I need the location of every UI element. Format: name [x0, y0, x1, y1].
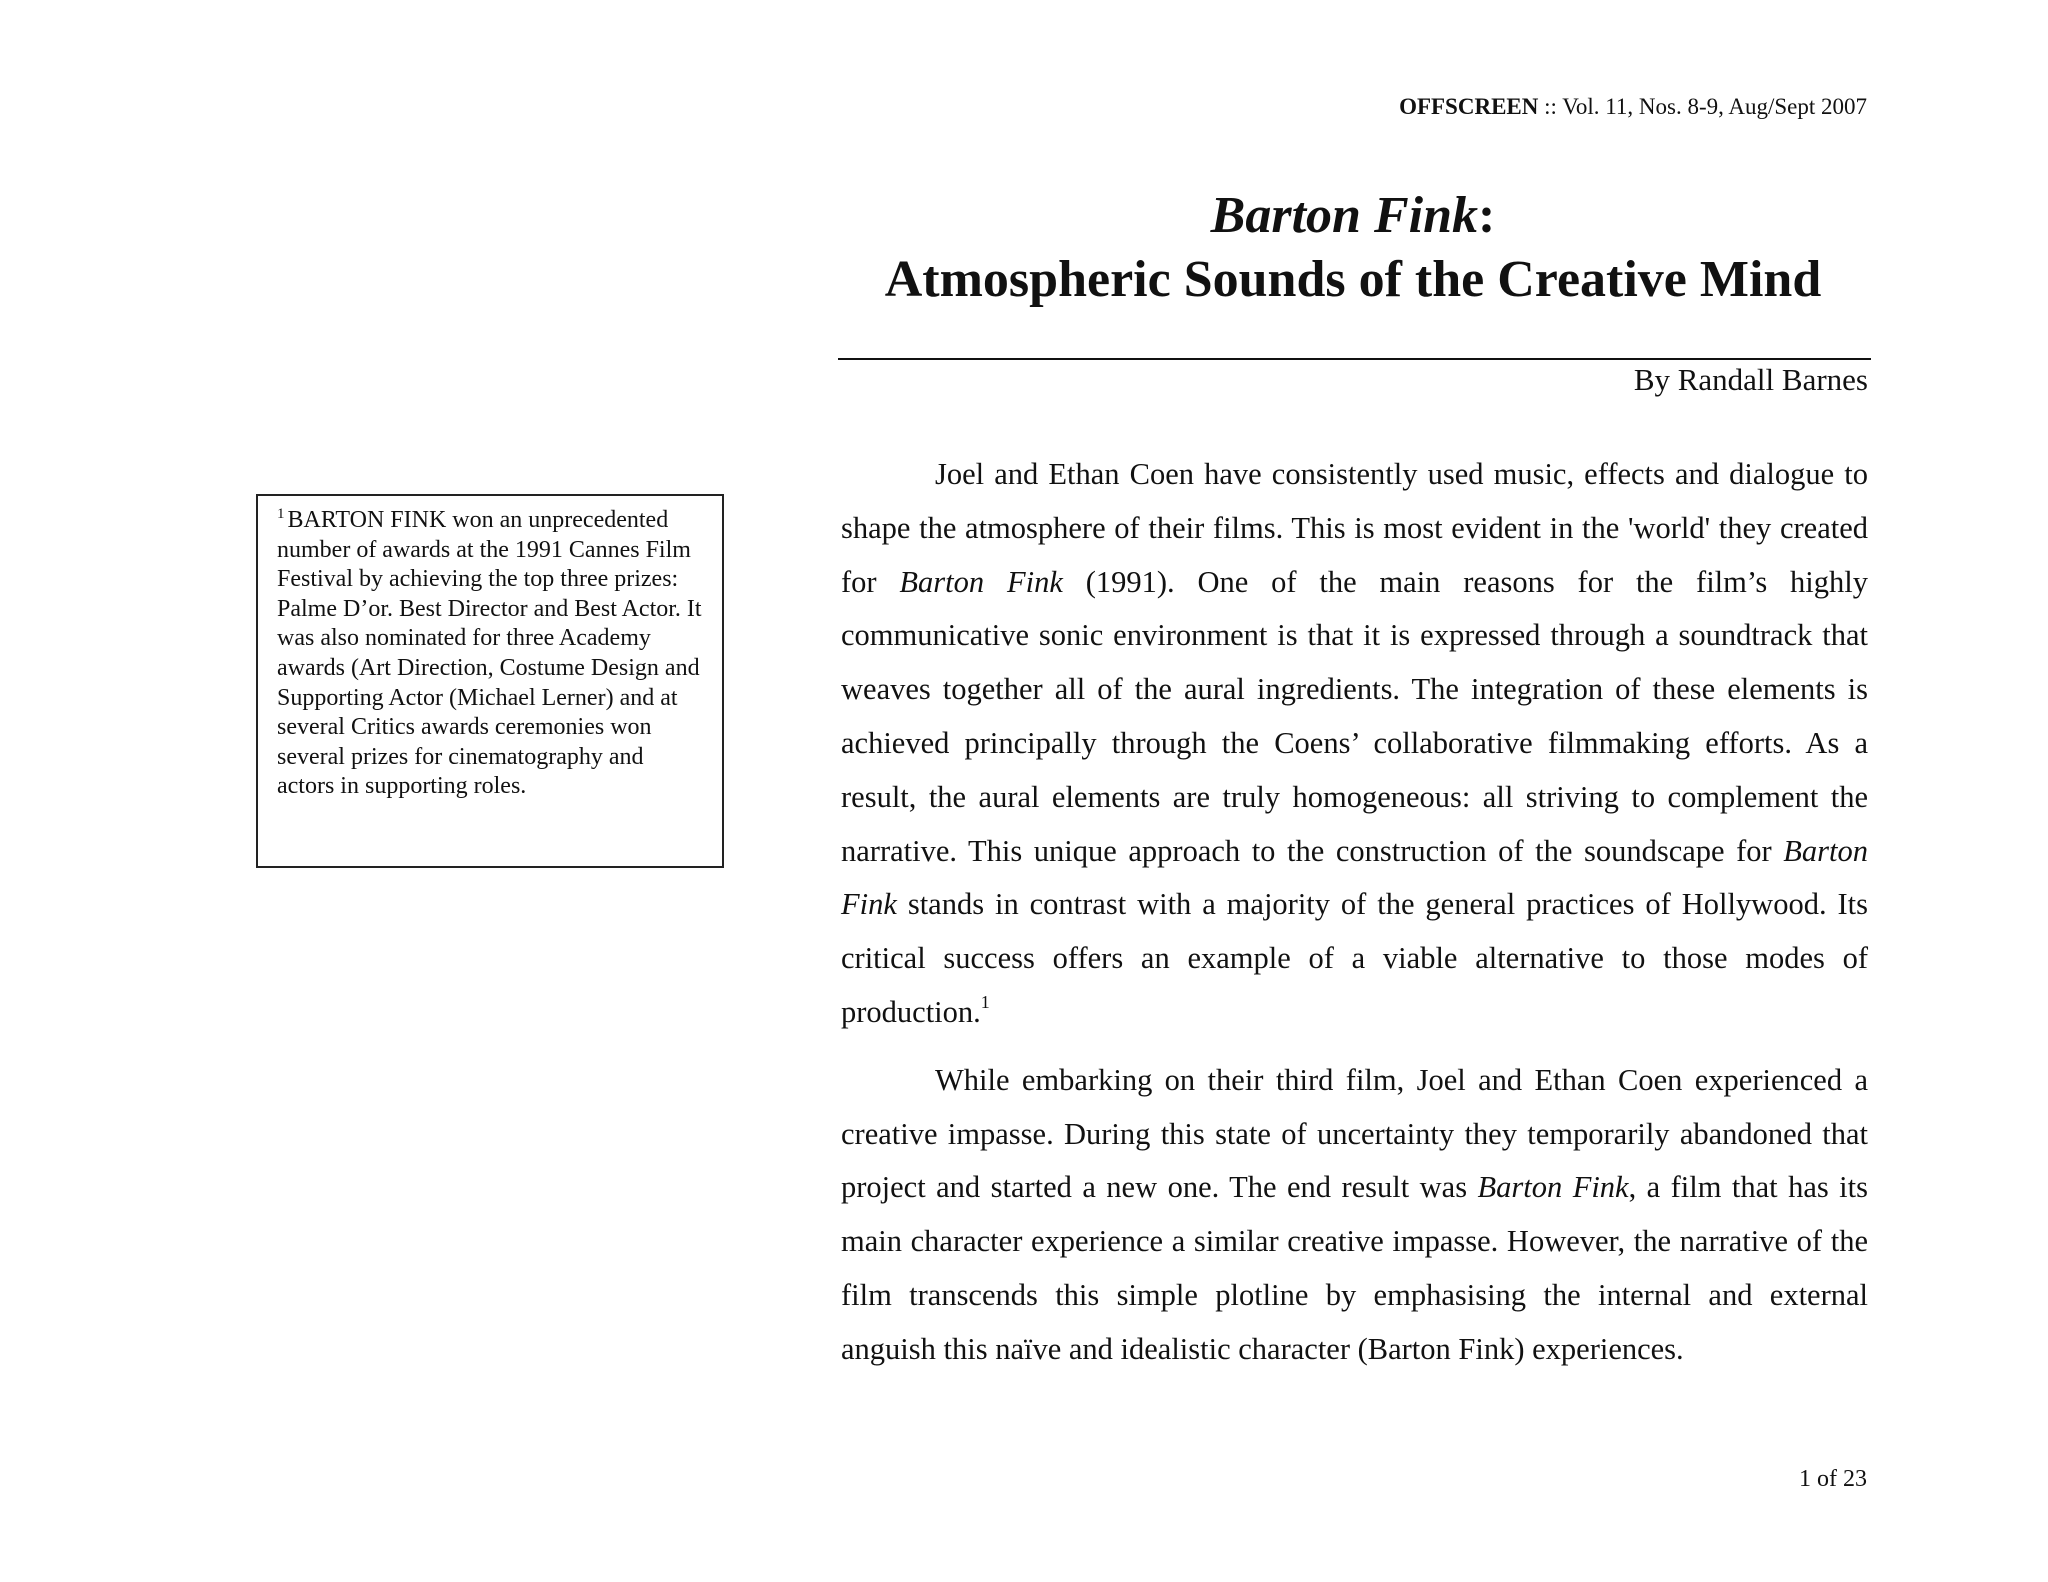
footnote-reference[interactable]: 1 [980, 991, 990, 1012]
article-body [841, 448, 1868, 1377]
article-title [838, 184, 1868, 312]
film-title-italic: Barton Fink [1477, 1170, 1629, 1205]
footnote-text: BARTON FINK won an unprecedented number of awards at the 1991 Cannes Film Festival by achieving the top three prizes: Palme D’or. Best Director and Best Actor. It was also nominated for three Academy awards (Art Direction, Costume Design and Supporting Actor (Michael Lerner) and at several Critics awards ceremonies won several prizes for cinematography and actors in supporting roles. [277, 507, 702, 800]
footnote-marker: 1 [277, 506, 285, 522]
issue-details: :: Vol. 11, Nos. 8-9, Aug/Sept 2007 [1538, 94, 1867, 119]
title-subtitle: Atmospheric Sounds of the Creative Mind [884, 251, 1822, 308]
page-number: 1 of 23 [1799, 1466, 1867, 1492]
running-header [1399, 92, 1867, 122]
footnote-box [256, 494, 724, 868]
title-colon: : [1478, 187, 1496, 244]
film-title-italic: Barton Fink [841, 833, 1868, 922]
film-title-italic: Barton Fink [899, 564, 1063, 599]
body-paragraph-1 [841, 448, 1868, 1040]
text-run: , a film that has its main character experience a similar creative impasse. However, the narrative of the film transcends this simple plotline by emphasising the internal and external anguish this naïve and idealistic character (Barton Fink) experiences. [841, 1170, 1868, 1366]
text-run: stands in contrast with a majority of the general practices of Hollywood. Its critical success offers an example of a viable alternative to those modes of production. [841, 887, 1868, 1029]
text-run: Joel and Ethan Coen have consistently used music, effects and dialogue to shape the atmosphere of their films. This is most evident in the 'world' they created for [841, 457, 1868, 599]
text-run: (1991). One of the main reasons for the film’s highly communicative sonic environment is that it is expressed through a soundtrack that weaves together all of the aural ingredients. The integration of these elements is achieved principally through the Coens’ collaborative filmmaking efforts. As a result, the aural elements are truly homogeneous: all striving to complement the narrative. This unique approach to the construction of the soundscape for [841, 564, 1868, 868]
publication-name: OFFSCREEN [1399, 94, 1539, 119]
text-run: While embarking on their third film, Joel and Ethan Coen experienced a creative impasse. During this state of uncertainty they temporarily abandoned that project and started a new one. The end result was [841, 1062, 1868, 1205]
body-paragraph-2 [841, 1054, 1868, 1377]
byline: By Randall Barnes [1633, 362, 1868, 397]
title-line-1 [838, 184, 1868, 248]
title-film-name: Barton Fink [1210, 187, 1478, 244]
